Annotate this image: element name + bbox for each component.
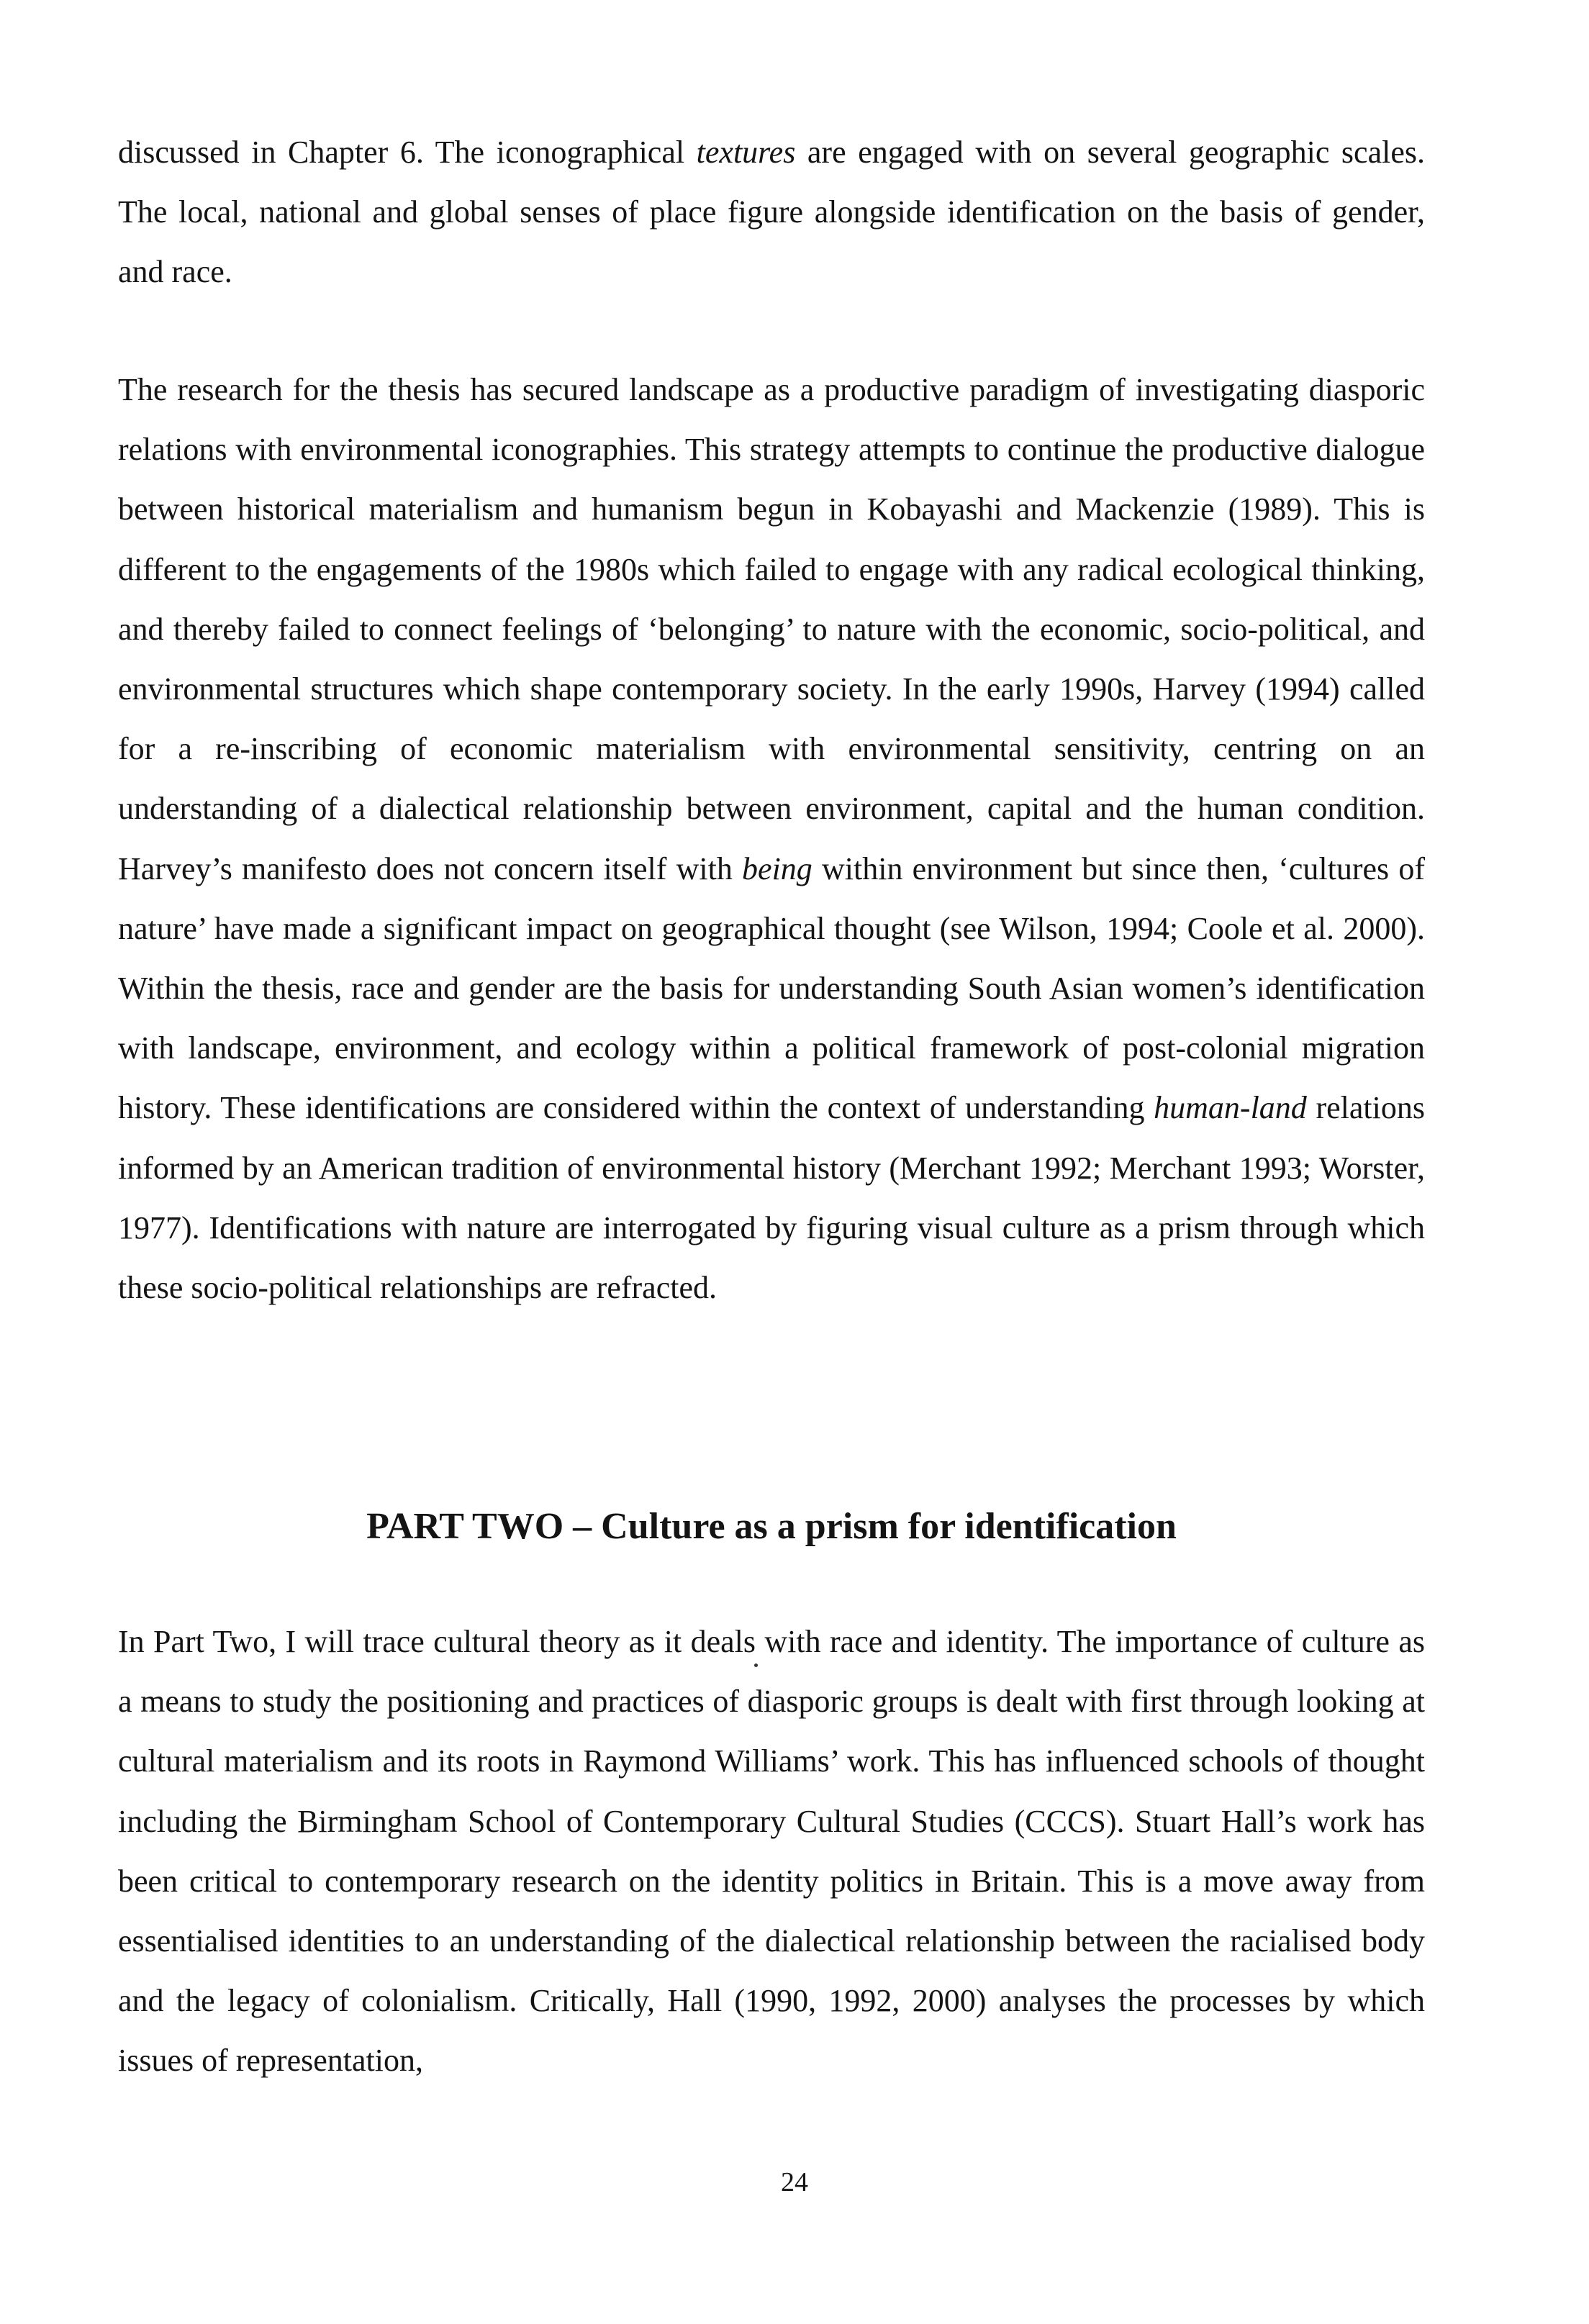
paragraph1-text-b: are engaged with on several geographic scales. The local, national and global senses of place figure alongside identification on the basis of gender, and race.	[118, 135, 1425, 290]
section-heading-part-two: PART TWO – Culture as a prism for identification	[366, 1506, 1177, 1547]
paragraph2-text-b: within environment but since then, ‘cultures of nature’ have made a significant impact on geographical thought (see Wilson, 1994; Coole et al. 2000). Within the thesis, race and gender are the basis for understanding South Asian women’s identification with landscape, environment, and ecology within a political framework of post-colonial migration history. These identifications are considered within the context of understanding	[118, 850, 1425, 1126]
paragraph2-text-c: relations informed by an American tradition of environmental history (Merchant 1992; Merchant 1993; Worster, 1977). Identifications with nature are interrogated by figuring visual culture as a prism through which these socio-political relationships are refracted.	[118, 1090, 1425, 1306]
paragraph-research-landscape	[118, 360, 1425, 1317]
page-number: 24	[781, 2167, 808, 2197]
paragraph2-italic-being: being	[742, 850, 812, 886]
paragraph1-italic-textures: textures	[696, 135, 796, 170]
paragraph-part-two-intro: In Part Two, I will trace cultural theory as it deals with race and identity. The importance of culture as a means to study the positioning and practices of diasporic groups is dealt with first through looking at cultural materialism and its roots in Raymond Williams’ work. This has influenced schools of thought including the Birmingham School of Contemporary Cultural Studies (CCCS). Stuart Hall’s work has been critical to contemporary research on the identity politics in Britain. This is a move away from essentialised identities to an understanding of the dialectical relationship between the racialised body and the legacy of colonialism. Critically, Hall (1990, 1992, 2000) analyses the processes by which issues of representation,	[118, 1624, 1425, 2079]
scan-speck	[754, 1663, 758, 1667]
paragraph2-text-a: The research for the thesis has secured landscape as a productive paradigm of investigating diasporic relations with environmental iconographies. This strategy attempts to continue the productive dialogue between historical materialism and humanism begun in Kobayashi and Mackenzie (1989). This is different to the engagements of the 1980s which failed to engage with any radical ecological thinking, and thereby failed to connect feelings of ‘belonging’ to nature with the economic, socio-political, and environmental structures which shape contemporary society. In the early 1990s, Harvey (1994) called for a re-inscribing of economic materialism with environmental sensitivity, centring on an understanding of a dialectical relationship between environment, capital and the human condition. Harvey’s manifesto does not concern itself with	[118, 372, 1425, 886]
paragraph-chapter-6-continuation	[118, 122, 1425, 302]
paragraph1-text-a: discussed in Chapter 6. The iconographical	[118, 135, 697, 170]
paragraph2-italic-human-land: human-land	[1154, 1090, 1307, 1126]
